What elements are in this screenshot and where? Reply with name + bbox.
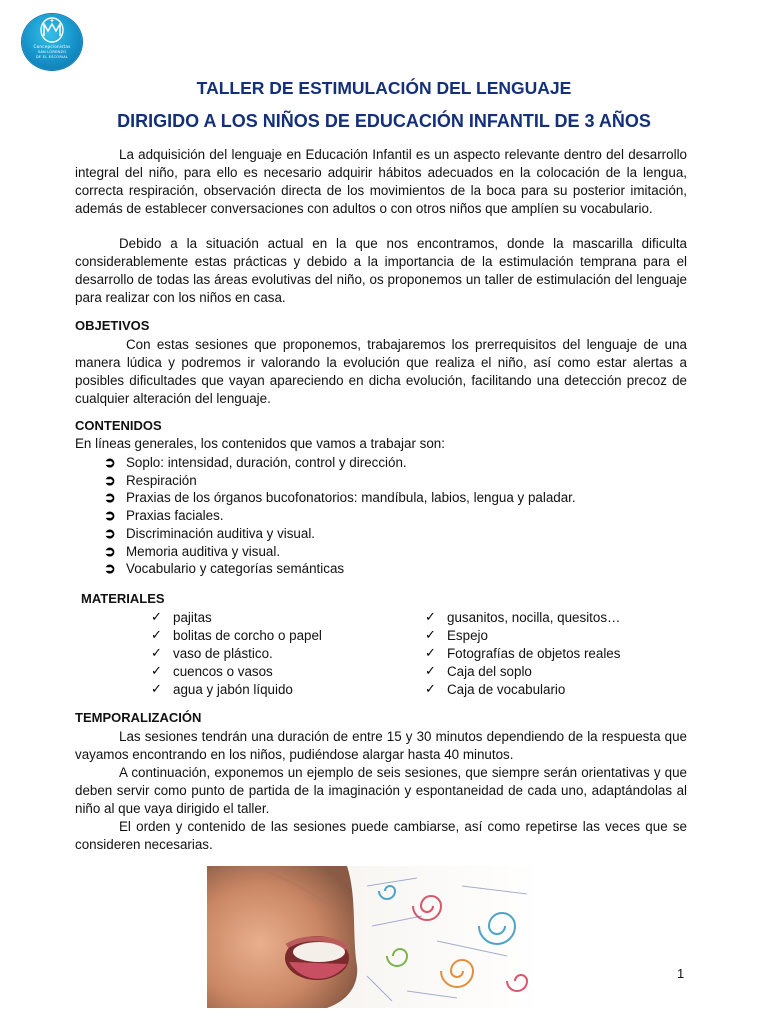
list-item (104, 454, 576, 472)
checkmark-icon: ✓ (425, 681, 436, 696)
right-arrow-icon: ➲ (104, 454, 116, 470)
school-logo (22, 14, 82, 70)
temporalizacion-paragraph-1: Las sesiones tendrán una duración de entre 15 y 30 minutos dependiendo de la respuesta que vayamos encontrando en los niños, pudiéndose alargar hasta 40 minutos. (75, 729, 687, 762)
checkmark-icon: ✓ (151, 627, 162, 642)
list-item (104, 525, 576, 543)
list-item-label: cuencos o vasos (173, 664, 273, 679)
list-item (151, 645, 322, 663)
child-mouth-photo (207, 866, 541, 1008)
right-arrow-icon: ➲ (104, 560, 116, 577)
list-item (104, 507, 576, 525)
document-subtitle: DIRIGIDO A LOS NIÑOS DE EDUCACIÓN INFANTIL DE 3 AÑOS (117, 111, 651, 131)
right-arrow-icon: ➲ (104, 507, 116, 524)
list-item (425, 609, 620, 627)
list-item-label: Caja del soplo (447, 664, 532, 679)
checkmark-icon: ✓ (425, 609, 436, 624)
intro-paragraph-2: Debido a la situación actual en la que nos encontramos, donde la mascarilla dificulta considerablemente estas prácticas y debido a la importancia de la estimulación temprana para el desarrollo de todas las áreas evolutivas del niño, os proponemos un taller de estimulación del lenguaje para realizar con los niños en casa. (75, 236, 687, 305)
checkmark-icon: ✓ (425, 645, 436, 660)
monogram-emblem-icon (22, 14, 82, 70)
contenidos-heading: CONTENIDOS (75, 418, 162, 433)
materiales-heading: MATERIALES (81, 591, 165, 606)
list-item (151, 663, 322, 681)
list-item (425, 663, 620, 681)
list-item (104, 489, 576, 507)
right-arrow-icon: ➲ (104, 524, 116, 541)
list-item-label: Vocabulario y categorías semánticas (126, 561, 345, 577)
list-item (104, 472, 576, 490)
checkmark-icon: ✓ (425, 627, 436, 642)
list-item-label: Respiración (126, 472, 197, 488)
document-title: TALLER DE ESTIMULACIÓN DEL LENGUAJE (196, 78, 572, 98)
list-item-label: vaso de plástico. (173, 646, 273, 661)
list-item-label: Soplo: intensidad, duración, control y dirección. (126, 455, 407, 470)
objetivos-paragraph: Con estas sesiones que proponemos, trabajaremos los prerrequisitos del lenguaje de una manera lúdica y podremos ir valorando la evolución que realiza el niño, así como estar alertas a posibles dificultades que vayan apareciendo en dicha evolución, facilitando una detección precoz de cualquier alteración del lenguaje. (75, 337, 687, 406)
list-item (425, 681, 620, 699)
list-item-label: bolitas de corcho o papel (173, 628, 322, 643)
contenidos-intro: En líneas generales, los contenidos que vamos a trabajar son: (75, 436, 445, 451)
right-arrow-icon: ➲ (104, 489, 116, 506)
right-arrow-icon: ➲ (104, 471, 116, 488)
materiales-list-right (425, 609, 620, 699)
page-number: 1 (677, 966, 685, 981)
list-item (151, 681, 322, 699)
list-item-label: Praxias de los órganos bucofonatorios: mandíbula, labios, lengua y paladar. (126, 490, 576, 506)
contenidos-list (104, 454, 576, 578)
list-item (151, 609, 322, 627)
photo-illustration (207, 866, 541, 1008)
checkmark-icon: ✓ (151, 681, 162, 696)
list-item (104, 543, 576, 561)
list-item-label: agua y jabón líquido (173, 682, 293, 697)
list-item-label: Caja de vocabulario (447, 682, 566, 697)
intro-paragraph-1: La adquisición del lenguaje en Educación Infantil es un aspecto relevante dentro del desarrollo integral del niño, para ello es necesario adquirir hábitos adecuados en la colocación de la lengua, correcta respiración, observación directa de los movimientos de la boca para su posterior imitación, además de establecer conversaciones con adultos o con otros niños que amplíen su vocabulario. (75, 147, 687, 216)
list-item (104, 560, 576, 578)
logo-text-3: DE EL ESCORIAL (35, 55, 69, 59)
checkmark-icon: ✓ (425, 663, 436, 678)
right-arrow-icon: ➲ (104, 542, 116, 559)
logo-text-2: SAN LORENZO (37, 50, 67, 54)
checkmark-icon: ✓ (151, 645, 162, 660)
temporalizacion-heading: TEMPORALIZACIÓN (75, 710, 202, 725)
checkmark-icon: ✓ (151, 609, 162, 624)
list-item-label: Fotografías de objetos reales (447, 646, 621, 661)
list-item-label: Espejo (447, 628, 488, 643)
checkmark-icon: ✓ (151, 663, 162, 678)
list-item-label: Praxias faciales. (126, 508, 224, 524)
objetivos-heading: OBJETIVOS (75, 318, 150, 333)
materiales-list-left (151, 609, 322, 699)
list-item-label: Memoria auditiva y visual. (126, 543, 281, 559)
list-item-label: gusanitos, nocilla, quesitos… (447, 610, 621, 625)
logo-text-1: Concepcionistas (33, 44, 71, 49)
temporalizacion-paragraph-2: A continuación, exponemos un ejemplo de seis sesiones, que siempre serán orientativas y que deben servir como punto de partida de la imaginación y espontaneidad de cada uno, adaptándolas al niño al que vaya dirigido el taller. (75, 765, 687, 816)
list-item (425, 627, 620, 645)
list-item (151, 627, 322, 645)
temporalizacion-paragraph-3: El orden y contenido de las sesiones puede cambiarse, así como repetirse las veces que se consideren necesarias. (75, 819, 687, 852)
list-item-label: pajitas (173, 610, 212, 625)
list-item (425, 645, 620, 663)
list-item-label: Discriminación auditiva y visual. (126, 525, 316, 541)
